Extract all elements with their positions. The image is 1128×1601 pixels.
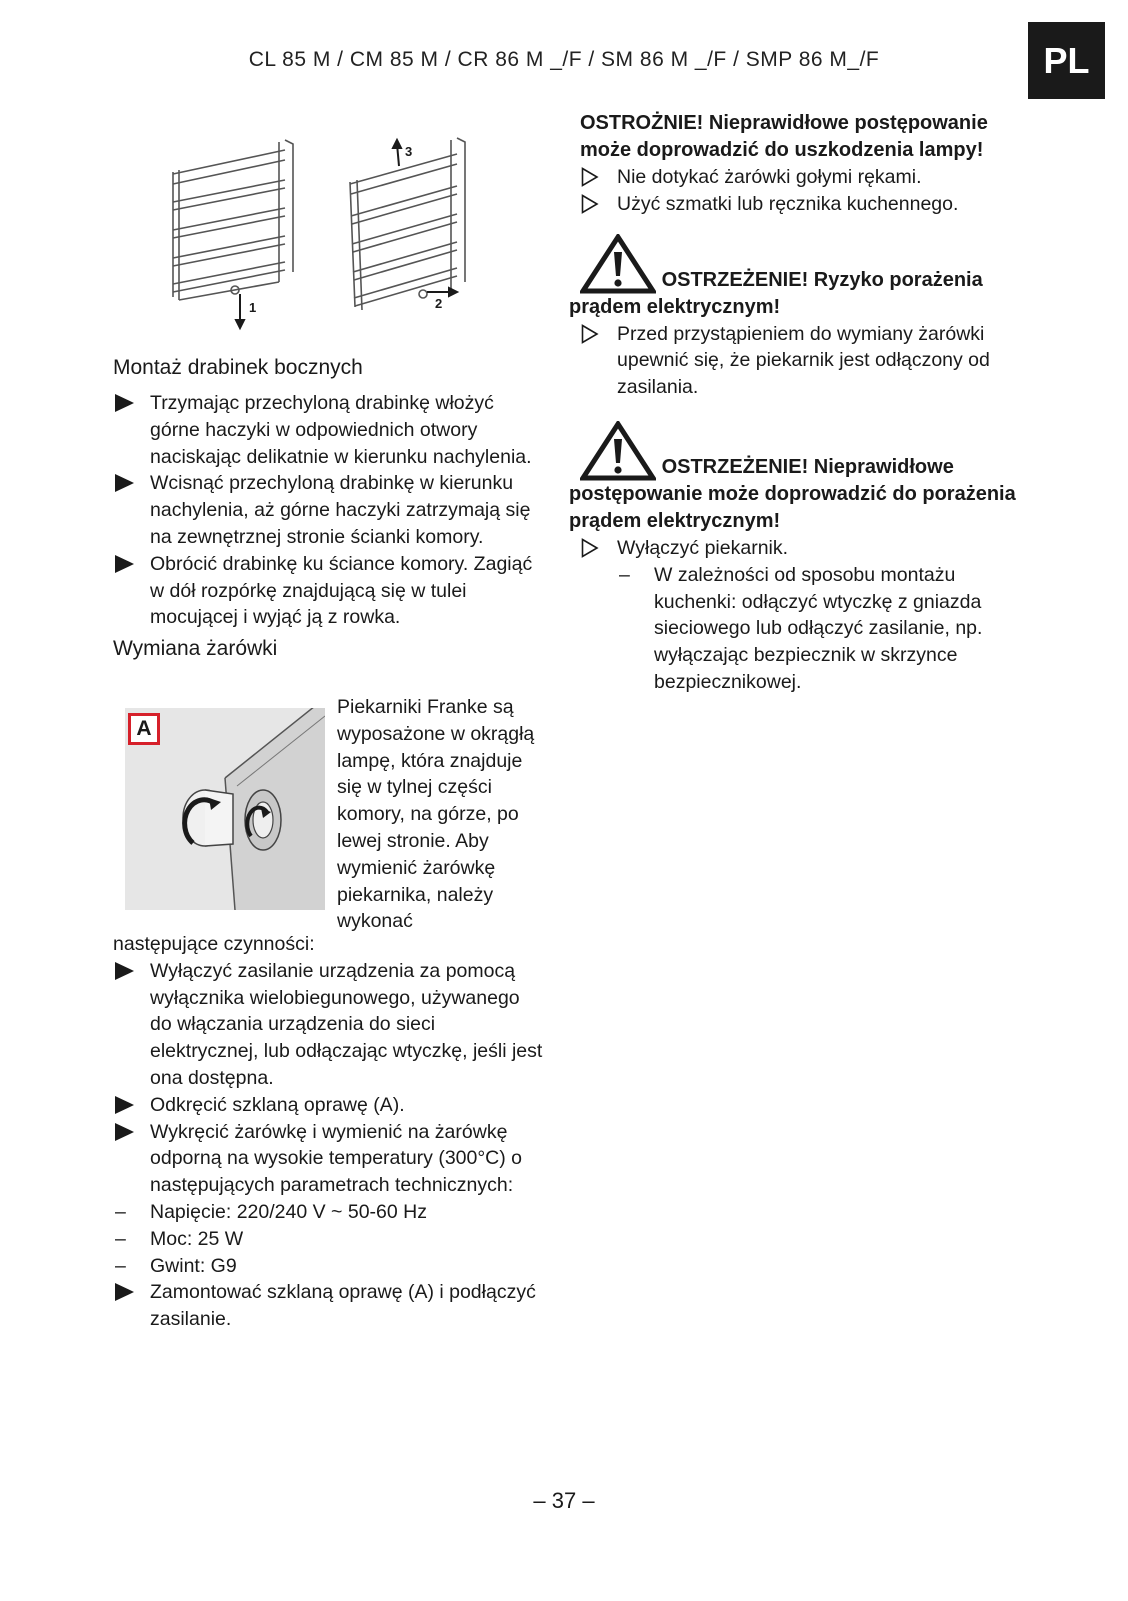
caution-item-text: Użyć szmatki lub ręcznika kuchennego. xyxy=(617,192,959,215)
mount-step-text: Trzymając przechyloną drabinkę włożyć górne haczyki w odpowiednich otwory naciskając delikatnie w kierunku nachylenia. xyxy=(150,392,532,468)
side-racks-illustration xyxy=(165,132,475,332)
triangle-bullet-icon xyxy=(113,470,150,550)
mount-step-2 xyxy=(113,470,543,550)
language-badge: PL xyxy=(1028,22,1105,99)
bulb-intro-continued: następujące czynności: xyxy=(113,933,315,955)
warning2-sub-item-1: – W zależności od sposobu montażu kuchenki: odłączyć wtyczkę z gniazda sieciowego lub odłączyć zasilanie, np. wyłączając bezpiecznik w skrzynce bezpiecznikowej. xyxy=(617,562,1020,696)
side-racks-figure xyxy=(165,132,475,332)
bulb-intro-side: Piekarniki Franke są wyposażone w okrągłą lampę, która znajduje się w tylnej części komory, na górze, po lewej stronie. Aby wymienić żarówkę piekarnika, należy wykonać xyxy=(337,696,535,933)
spec-power: – Moc: 25 W xyxy=(113,1226,543,1253)
bulb-step-2 xyxy=(113,1092,543,1119)
bulb-step-text: Wyłączyć zasilanie urządzenia za pomocą wyłącznika wielobiegunowego, używanego do włączania urządzenia do sieci elektrycznej, lub odłączając wtyczkę, jeśli jest ona dostępna. xyxy=(150,959,543,1089)
bulb-step-3 xyxy=(113,1119,543,1199)
figure-label-a: A xyxy=(128,713,160,745)
mount-step-text: Wcisnąć przechyloną drabinkę w kierunku nachylenia, aż górne haczyki zatrzymają się na zewnętrznej stronie ścianki komory. xyxy=(150,472,531,548)
safety-column xyxy=(569,110,1020,696)
spec-thread: – Gwint: G9 xyxy=(113,1253,543,1280)
mount-heading: Montaż drabinek bocznych xyxy=(113,356,363,379)
bulb-step-text: Zamontować szklaną oprawę (A) i podłączyć zasilanie. xyxy=(150,1281,536,1331)
open-triangle-bullet-icon xyxy=(580,191,617,218)
bulb-step-text: Wykręcić żarówkę i wymienić na żarówkę odporną na wysokie temperatury (300°C) o następujących parametrach technicznych: xyxy=(150,1120,522,1197)
triangle-bullet-icon xyxy=(113,958,150,1092)
mount-step-text: Obrócić drabinkę ku ściance komory. Zagiąć w dół rozpórkę znajdującą się w tulei mocującej i wyjąć ją z rowka. xyxy=(150,552,533,629)
caution-item-1 xyxy=(580,164,1020,191)
bulb-section xyxy=(113,931,543,1333)
mount-section xyxy=(113,354,543,663)
caution-title: OSTROŻNIE! Nieprawidłowe postępowanie może doprowadzić do uszkodzenia lampy! xyxy=(580,112,988,161)
spec-voltage: – Napięcie: 220/240 V ~ 50-60 Hz xyxy=(113,1199,543,1226)
warning-improper-handling xyxy=(569,421,1020,696)
caution-item-2 xyxy=(580,191,1020,218)
spec-text: Napięcie: 220/240 V ~ 50-60 Hz xyxy=(150,1200,427,1223)
warning1-title-b: prądem elektrycznym! xyxy=(569,295,781,318)
bulb-heading: Wymiana żarówki xyxy=(113,637,278,661)
warning2-title-b: postępowanie może doprowadzić do porażenia prądem elektrycznym! xyxy=(569,482,1016,532)
open-triangle-bullet-icon xyxy=(580,164,617,191)
bulb-step-1 xyxy=(113,958,543,1092)
page-number: – 37 – xyxy=(533,1488,595,1513)
triangle-bullet-icon xyxy=(113,551,150,631)
warning2-title-a: OSTRZEŻENIE! Nieprawidłowe xyxy=(661,455,954,478)
open-triangle-bullet-icon xyxy=(580,535,617,562)
bulb-step-text: Odkręcić szklaną oprawę (A). xyxy=(150,1093,405,1116)
warning1-item-text: Przed przystąpieniem do wymiany żarówki upewnić się, że piekarnik jest odłączony od zasilania. xyxy=(617,322,990,399)
rack-label-1: 1 xyxy=(249,300,257,315)
warning-electric-shock xyxy=(569,234,1020,401)
mount-step-3 xyxy=(113,551,543,631)
warning-triangle-icon xyxy=(580,234,656,294)
warning2-item-text: Wyłączyć piekarnik. xyxy=(617,536,789,559)
warning2-item-1 xyxy=(580,535,1020,562)
spec-text: Gwint: G9 xyxy=(150,1254,237,1277)
triangle-bullet-icon xyxy=(113,390,150,470)
warning-triangle-icon xyxy=(580,421,656,481)
triangle-bullet-icon xyxy=(113,1092,150,1119)
caution-item-text: Nie dotykać żarówki gołymi rękami. xyxy=(617,166,922,188)
header-model-list: CL 85 M / CM 85 M / CR 86 M _/F / SM 86 M _/F / SMP 86 M_/F xyxy=(248,48,880,71)
rack-label-3: 3 xyxy=(405,144,413,159)
warning2-sub-item-text: W zależności od sposobu montażu kuchenki: odłączyć wtyczkę z gniazda sieciowego lub odłączyć zasilanie, np. wyłączając bezpiecznik w skrzynce bezpiecznikowej. xyxy=(654,563,983,693)
spec-text: Moc: 25 W xyxy=(150,1227,244,1250)
mount-step-1 xyxy=(113,390,543,470)
open-triangle-bullet-icon xyxy=(580,321,617,401)
rack-label-2: 2 xyxy=(435,296,443,311)
triangle-bullet-icon xyxy=(113,1119,150,1199)
bulb-step-final xyxy=(113,1279,543,1333)
warning1-item-1 xyxy=(580,321,1020,401)
triangle-bullet-icon xyxy=(113,1279,150,1333)
lamp-figure xyxy=(125,708,325,910)
warning1-title-a: OSTRZEŻENIE! Ryzyko porażenia xyxy=(661,268,983,291)
